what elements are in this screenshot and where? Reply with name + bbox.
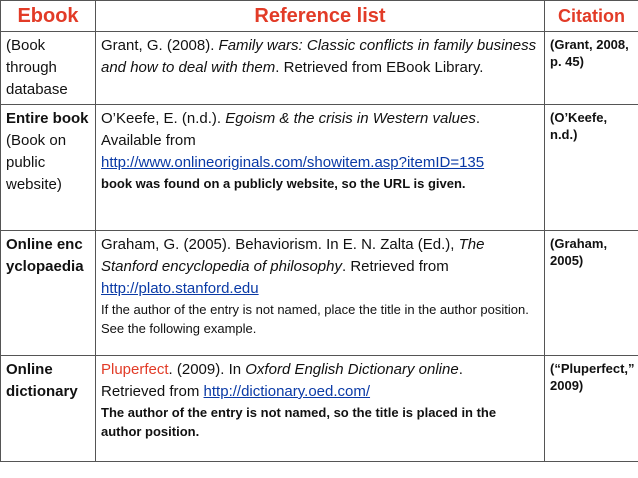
reference-cell (96, 231, 545, 356)
header-ebook: Ebook (1, 1, 96, 32)
type-cell (1, 105, 96, 231)
citation-text: (O’Keefe, n.d.) (550, 110, 608, 142)
ref-title: Family wars: Classic conflicts in family business and how to deal with them (101, 37, 537, 76)
table-row (1, 105, 638, 231)
ref-prefix: O’Keefe, E. (n.d.). (101, 110, 226, 127)
ref-suffix: . Available from (101, 110, 481, 149)
ref-prefix: Grant, G. (2008). (101, 37, 219, 54)
reference-cell (96, 105, 545, 231)
ref-suffix: . Retrieved from (342, 258, 449, 275)
ref-suffix: . Retrieved from EBook Library. (275, 59, 484, 76)
ref-suffix: . (458, 361, 463, 378)
table-row (1, 231, 638, 356)
ref-title: Egoism & the crisis in Western values (225, 110, 476, 127)
ref-title-part1: The (458, 236, 485, 253)
citation-text: (Grant, 2008, p. 45) (550, 37, 629, 69)
reference-cell (96, 356, 545, 462)
type-label: (Book on public website) (6, 132, 67, 193)
ref-title: Oxford English Dictionary online (245, 361, 459, 378)
ref-title-part2: Stanford encyclopedia of philosophy (101, 258, 342, 275)
table-row (1, 356, 638, 462)
header-reference-list: Reference list (96, 1, 545, 32)
reference-url-link[interactable]: http://plato.stanford.edu (101, 280, 259, 297)
citation-cell (545, 356, 638, 462)
type-cell (1, 32, 96, 105)
reference-note: book was found on a publicly website, so the URL is given. (101, 176, 466, 191)
type-cell (1, 356, 96, 462)
table-row (1, 32, 638, 105)
reference-url-link[interactable]: http://www.onlineoriginals.com/showitem.asp?itemID=135 (101, 154, 485, 171)
type-label: Online encyclopaedia (6, 236, 84, 275)
ref-entry-title: Pluperfect (101, 361, 169, 378)
ref-retrieved: Retrieved from (101, 383, 204, 400)
reference-note: If the author of the entry is not named, place the title in the author position. See the following example. (101, 302, 529, 336)
citation-text: (“Pluperfect,” 2009) (550, 361, 635, 393)
type-label-bold: Entire book (6, 110, 89, 127)
reference-url-link[interactable]: http://dictionary.oed.com/ (203, 383, 371, 400)
citation-text: (Graham, 2005) (550, 236, 608, 268)
citation-cell (545, 231, 638, 356)
citation-cell (545, 32, 638, 105)
header-citation: Citation (545, 1, 638, 32)
type-label: Online dictionary (6, 361, 78, 400)
reference-cell (96, 32, 545, 105)
citation-cell (545, 105, 638, 231)
reference-note: The author of the entry is not named, so the title is placed in the author position. (101, 405, 497, 439)
type-cell (1, 231, 96, 356)
ref-prefix: Graham, G. (2005). Behaviorism. In E. N. Zalta (Ed.), (101, 236, 459, 253)
ref-mid: . (2009). In (168, 361, 246, 378)
type-label: (Book through database (6, 37, 68, 98)
header-row (1, 1, 638, 32)
